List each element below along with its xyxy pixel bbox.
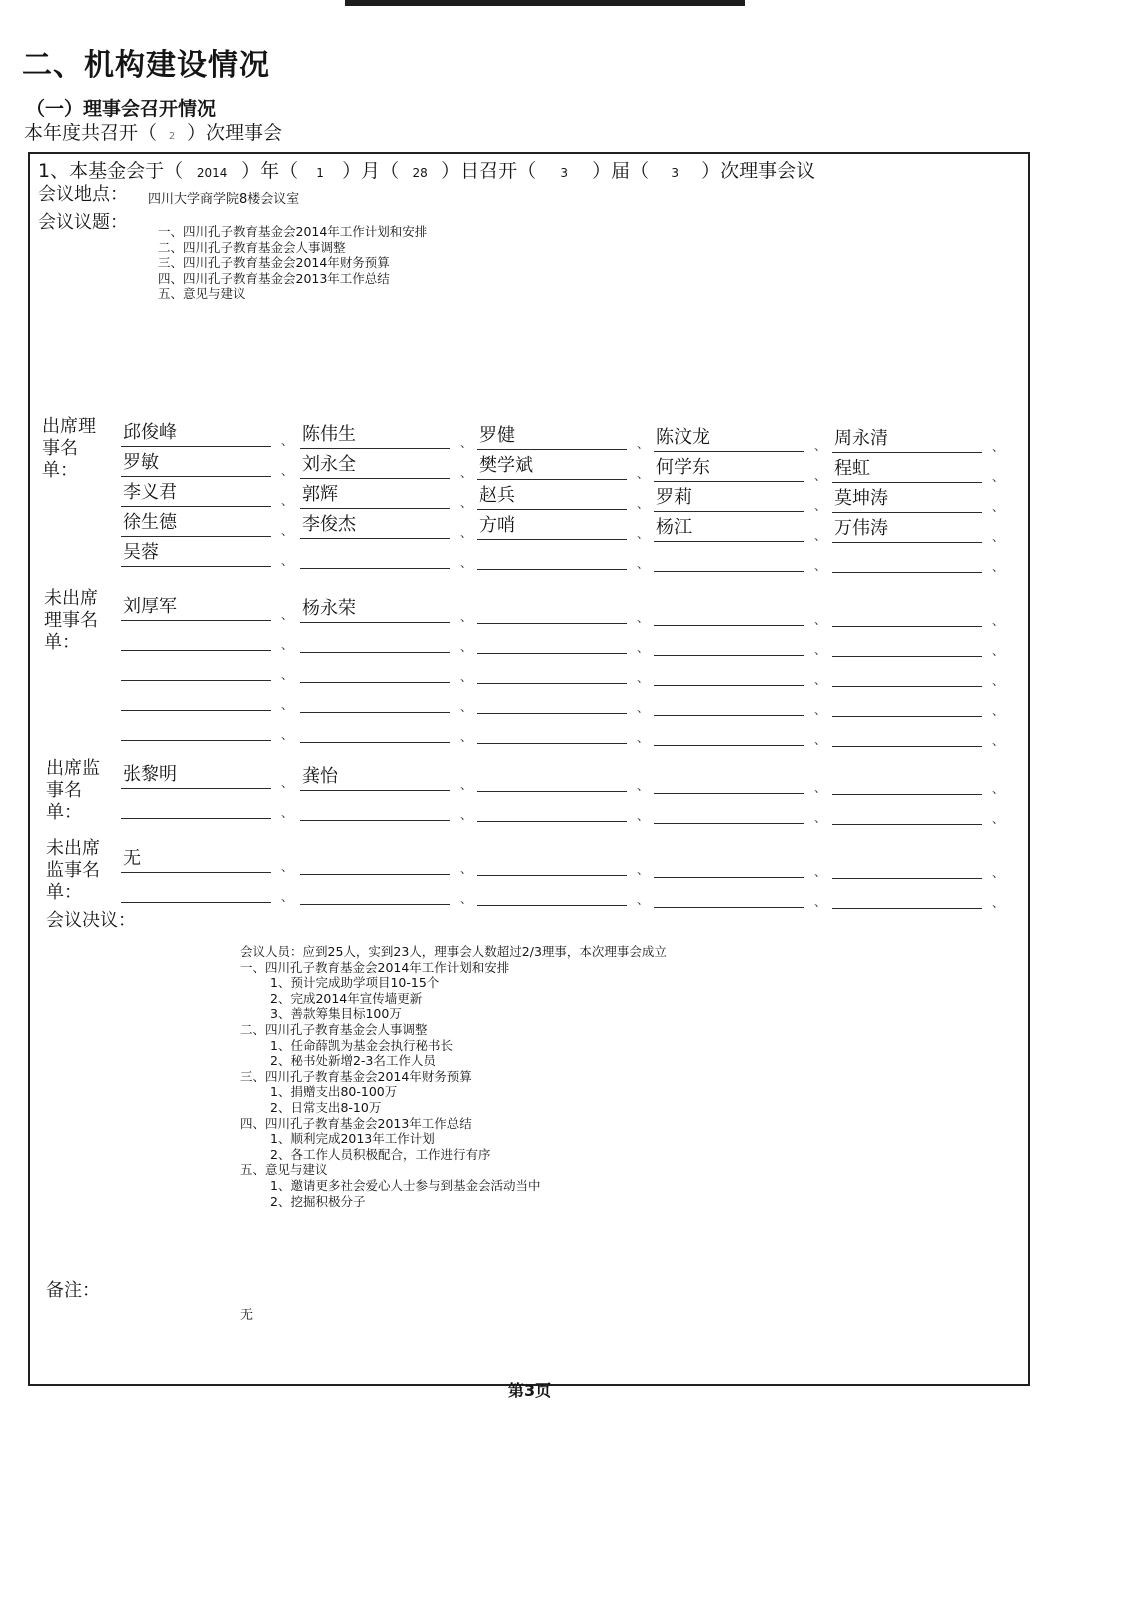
name-slot <box>654 881 804 908</box>
name-separator: 、 <box>460 777 473 792</box>
name-slot <box>832 546 982 573</box>
resolution-item: 1、捐赠支出80-100万 <box>270 1084 398 1100</box>
name-separator: 、 <box>992 614 1005 628</box>
name-slot <box>654 455 804 482</box>
name-separator: 、 <box>637 893 650 907</box>
resolutions-summary: 会议人员：应到25人，实到23人，理事会人数超过2/3理事，本次理事会成立 <box>240 944 667 959</box>
label-line: 理事名 <box>44 610 98 631</box>
name-separator: 、 <box>281 524 294 538</box>
name-separator: 、 <box>992 782 1005 796</box>
resolution-item: 2、完成2014年宣传墙更新 <box>270 990 423 1006</box>
name-slot <box>832 690 982 717</box>
name-slot <box>300 596 450 623</box>
label-line: 事名 <box>46 780 82 801</box>
name-slot <box>300 848 450 875</box>
member-name: 邱俊峰 <box>123 422 177 443</box>
attending-supervisors-label <box>46 758 100 824</box>
name-slot <box>121 594 271 621</box>
resolution-item: 2、各工作人员积极配合，工作进行有序 <box>270 1146 491 1162</box>
member-name: 无 <box>123 848 141 869</box>
location-value: 四川大学商学院8楼会议室 <box>148 192 300 207</box>
member-name: 万伟涛 <box>834 518 888 539</box>
name-slot <box>300 452 450 479</box>
name-separator: 、 <box>814 498 827 513</box>
name-slot <box>477 423 627 450</box>
name-separator: 、 <box>460 807 473 822</box>
name-separator: 、 <box>460 729 473 744</box>
name-slot <box>300 626 450 653</box>
member-name: 周永清 <box>834 428 888 449</box>
name-separator: 、 <box>281 860 294 874</box>
name-separator: 、 <box>460 435 473 450</box>
name-slot <box>300 794 450 821</box>
name-slot <box>832 486 982 513</box>
name-slot <box>300 422 450 449</box>
name-separator: 、 <box>281 494 294 508</box>
member-name: 程虹 <box>834 458 870 479</box>
agenda-label: 会议议题： <box>38 212 128 233</box>
name-separator: 、 <box>637 809 650 823</box>
resolution-section-title: 二、四川孔子教育基金会人事调整 <box>240 1021 428 1037</box>
name-separator: 、 <box>814 558 827 573</box>
name-slot <box>654 425 804 452</box>
name-slot <box>477 795 627 822</box>
label-line: 监事名 <box>46 860 100 881</box>
member-name: 李俊杰 <box>302 513 356 535</box>
name-separator: 、 <box>814 672 827 687</box>
name-separator: 、 <box>637 641 650 655</box>
name-slot <box>300 512 450 539</box>
name-separator: 、 <box>992 644 1005 658</box>
annual-meeting-count <box>24 118 282 145</box>
member-name: 方哨 <box>479 515 515 536</box>
name-separator: 、 <box>992 470 1005 484</box>
name-separator: 、 <box>281 554 294 568</box>
meeting-date-line <box>38 156 815 183</box>
location-label: 会议地点： <box>38 184 128 205</box>
name-separator: 、 <box>992 812 1005 826</box>
name-separator: 、 <box>460 669 473 684</box>
name-separator: 、 <box>814 780 827 795</box>
name-separator: 、 <box>814 864 827 879</box>
label-line: 单： <box>46 882 82 903</box>
name-separator: 、 <box>281 464 294 478</box>
name-separator: 、 <box>281 608 294 622</box>
name-slot <box>477 765 627 792</box>
name-slot <box>300 716 450 743</box>
resolution-item: 3、善款筹集目标100万 <box>270 1006 402 1022</box>
name-slot <box>654 689 804 716</box>
member-name: 罗敏 <box>123 452 159 473</box>
name-slot <box>121 846 271 873</box>
name-separator: 、 <box>814 702 827 717</box>
name-slot <box>654 629 804 656</box>
name-slot <box>832 852 982 879</box>
member-name: 刘永全 <box>302 453 356 475</box>
member-name: 赵兵 <box>479 485 515 506</box>
name-slot <box>477 849 627 876</box>
meeting-text: ）年（ <box>241 160 299 182</box>
label-line: 出席理 <box>42 416 96 437</box>
name-slot <box>832 456 982 483</box>
resolution-section-title: 三、四川孔子教育基金会2014年财务预算 <box>240 1068 472 1084</box>
name-slot <box>477 627 627 654</box>
name-separator: 、 <box>637 779 650 793</box>
label-line: 未出席 <box>46 838 100 859</box>
name-separator: 、 <box>992 866 1005 880</box>
member-name: 李义君 <box>123 482 177 503</box>
agenda-item: 四、四川孔子教育基金会2013年工作总结 <box>158 270 390 286</box>
name-separator: 、 <box>637 863 650 877</box>
name-slot <box>832 426 982 453</box>
name-slot <box>654 851 804 878</box>
count-value: 2 <box>168 131 176 142</box>
name-separator: 、 <box>992 704 1005 718</box>
name-slot <box>121 654 271 681</box>
member-name: 杨永荣 <box>302 597 356 619</box>
name-slot <box>300 686 450 713</box>
attending-directors-label <box>42 416 96 482</box>
name-separator: 、 <box>992 440 1005 454</box>
member-name: 杨江 <box>656 516 692 538</box>
scan-top-edge <box>345 0 745 6</box>
resolution-item: 1、邀请更多社会爱心人士参与到基金会活动当中 <box>270 1177 541 1193</box>
name-slot <box>477 879 627 906</box>
name-separator: 、 <box>460 891 473 906</box>
member-name: 郭辉 <box>302 483 338 505</box>
name-separator: 、 <box>637 437 650 451</box>
name-separator: 、 <box>460 861 473 876</box>
resolution-section-title: 五、意见与建议 <box>240 1162 328 1178</box>
absent-directors-label <box>44 588 98 654</box>
name-separator: 、 <box>637 497 650 511</box>
name-separator: 、 <box>637 701 650 715</box>
name-separator: 、 <box>814 612 827 627</box>
name-separator: 、 <box>992 734 1005 748</box>
name-separator: 、 <box>460 495 473 510</box>
name-slot <box>300 764 450 791</box>
member-name: 龚怡 <box>302 765 338 787</box>
name-slot <box>832 768 982 795</box>
agenda-item: 三、四川孔子教育基金会2014年财务预算 <box>158 255 390 270</box>
name-slot <box>832 660 982 687</box>
name-separator: 、 <box>637 467 650 481</box>
label-line: 单： <box>46 802 82 823</box>
name-slot <box>477 657 627 684</box>
name-slot <box>121 876 271 903</box>
name-slot <box>477 687 627 714</box>
name-slot <box>477 717 627 744</box>
meeting-day: 28 <box>412 166 428 180</box>
name-separator: 、 <box>460 555 473 570</box>
name-slot <box>477 453 627 480</box>
name-slot <box>654 599 804 626</box>
name-slot <box>121 420 271 447</box>
name-slot <box>300 542 450 569</box>
name-separator: 、 <box>814 732 827 747</box>
name-slot <box>477 513 627 540</box>
name-slot <box>654 797 804 824</box>
resolution-item: 2、日常支出8-10万 <box>270 1099 382 1115</box>
label-line: 单： <box>42 460 78 481</box>
section-title: 二、机构建设情况 <box>22 48 270 83</box>
name-separator: 、 <box>460 699 473 714</box>
resolution-item: 1、顺利完成2013年工作计划 <box>270 1131 435 1147</box>
meeting-text: ）日召开（ <box>441 160 537 182</box>
label-line: 未出席 <box>44 588 98 609</box>
member-name: 吴蓉 <box>123 542 159 563</box>
name-separator: 、 <box>992 530 1005 544</box>
member-name: 樊学斌 <box>479 455 533 476</box>
name-slot <box>121 762 271 789</box>
name-slot <box>654 719 804 746</box>
name-separator: 、 <box>281 728 294 742</box>
remarks-value: 无 <box>240 1308 254 1323</box>
meeting-month: 1 <box>316 166 324 180</box>
name-separator: 、 <box>281 776 294 790</box>
name-separator: 、 <box>281 434 294 448</box>
agenda-item: 一、四川孔子教育基金会2014年工作计划和安排 <box>158 224 428 239</box>
meeting-text: ）次理事会议 <box>701 160 816 182</box>
name-separator: 、 <box>814 894 827 909</box>
name-separator: 、 <box>460 525 473 540</box>
member-name: 陈汶龙 <box>656 426 710 448</box>
subsection-title: （一）理事会召开情况 <box>26 98 217 120</box>
name-separator: 、 <box>281 638 294 652</box>
member-name: 莫坤涛 <box>834 488 888 509</box>
meeting-number: 3 <box>671 166 679 180</box>
agenda-item: 五、意见与建议 <box>158 286 246 301</box>
name-separator: 、 <box>637 527 650 541</box>
name-separator: 、 <box>992 500 1005 514</box>
absent-supervisors-label <box>46 838 100 904</box>
name-slot <box>121 480 271 507</box>
name-separator: 、 <box>814 468 827 483</box>
name-slot <box>832 882 982 909</box>
name-separator: 、 <box>637 731 650 745</box>
name-slot <box>121 684 271 711</box>
name-separator: 、 <box>281 890 294 904</box>
name-separator: 、 <box>637 611 650 625</box>
name-slot <box>300 482 450 509</box>
name-slot <box>832 798 982 825</box>
agenda-item: 二、四川孔子教育基金会人事调整 <box>158 239 346 255</box>
name-separator: 、 <box>814 810 827 825</box>
name-separator: 、 <box>992 674 1005 688</box>
label-line: 单： <box>44 632 80 653</box>
name-separator: 、 <box>637 671 650 685</box>
resolutions-label: 会议决议： <box>46 910 136 931</box>
name-slot <box>832 720 982 747</box>
name-separator: 、 <box>814 528 827 543</box>
name-slot <box>300 878 450 905</box>
label-line: 出席监 <box>46 758 100 779</box>
name-separator: 、 <box>992 560 1005 574</box>
name-slot <box>832 630 982 657</box>
meeting-text: ）月（ <box>342 160 400 182</box>
meeting-session: 3 <box>560 166 568 180</box>
meeting-text: ）届（ <box>592 160 650 182</box>
name-separator: 、 <box>637 557 650 571</box>
member-name: 张黎明 <box>123 764 177 785</box>
name-separator: 、 <box>814 642 827 657</box>
resolution-section-title: 一、四川孔子教育基金会2014年工作计划和安排 <box>240 959 510 975</box>
count-suffix: ）次理事会 <box>187 122 283 144</box>
name-separator: 、 <box>814 438 827 453</box>
member-name: 刘厚军 <box>123 596 177 617</box>
resolution-item: 1、任命薛凯为基金会执行秘书长 <box>270 1037 453 1053</box>
name-slot <box>121 510 271 537</box>
label-line: 事名 <box>42 438 78 459</box>
name-slot <box>121 714 271 741</box>
name-separator: 、 <box>281 806 294 820</box>
name-separator: 、 <box>281 668 294 682</box>
member-name: 罗健 <box>479 425 515 446</box>
name-slot <box>654 659 804 686</box>
name-slot <box>300 656 450 683</box>
count-prefix: 本年度共召开（ <box>24 122 158 144</box>
name-slot <box>654 485 804 512</box>
name-slot <box>477 483 627 510</box>
name-slot <box>832 600 982 627</box>
resolution-item: 2、秘书处新增2-3名工作人员 <box>270 1053 436 1069</box>
name-separator: 、 <box>992 896 1005 910</box>
name-slot <box>121 450 271 477</box>
member-name: 罗莉 <box>656 486 692 508</box>
name-slot <box>121 792 271 819</box>
name-slot <box>654 767 804 794</box>
name-separator: 、 <box>281 698 294 712</box>
name-separator: 、 <box>460 609 473 624</box>
name-slot <box>654 545 804 572</box>
agenda-list <box>158 224 427 302</box>
member-name: 陈伟生 <box>302 423 356 445</box>
name-separator: 、 <box>460 465 473 480</box>
name-slot <box>654 515 804 542</box>
remarks-label: 备注： <box>46 1280 100 1301</box>
page-number: 第3页 <box>508 1381 552 1400</box>
name-slot <box>477 597 627 624</box>
meeting-text: 1、本基金会于（ <box>38 160 184 182</box>
name-slot <box>121 624 271 651</box>
name-slot <box>832 516 982 543</box>
member-name: 何学东 <box>656 456 710 478</box>
name-separator: 、 <box>460 639 473 654</box>
name-slot <box>121 540 271 567</box>
resolution-item: 2、挖掘积极分子 <box>270 1193 366 1209</box>
resolution-section-title: 四、四川孔子教育基金会2013年工作总结 <box>240 1115 472 1131</box>
resolution-item: 1、预计完成助学项目10-15个 <box>270 975 440 991</box>
member-name: 徐生德 <box>123 512 177 533</box>
name-slot <box>477 543 627 570</box>
resolutions-text <box>240 944 667 1209</box>
meeting-year: 2014 <box>196 166 228 180</box>
